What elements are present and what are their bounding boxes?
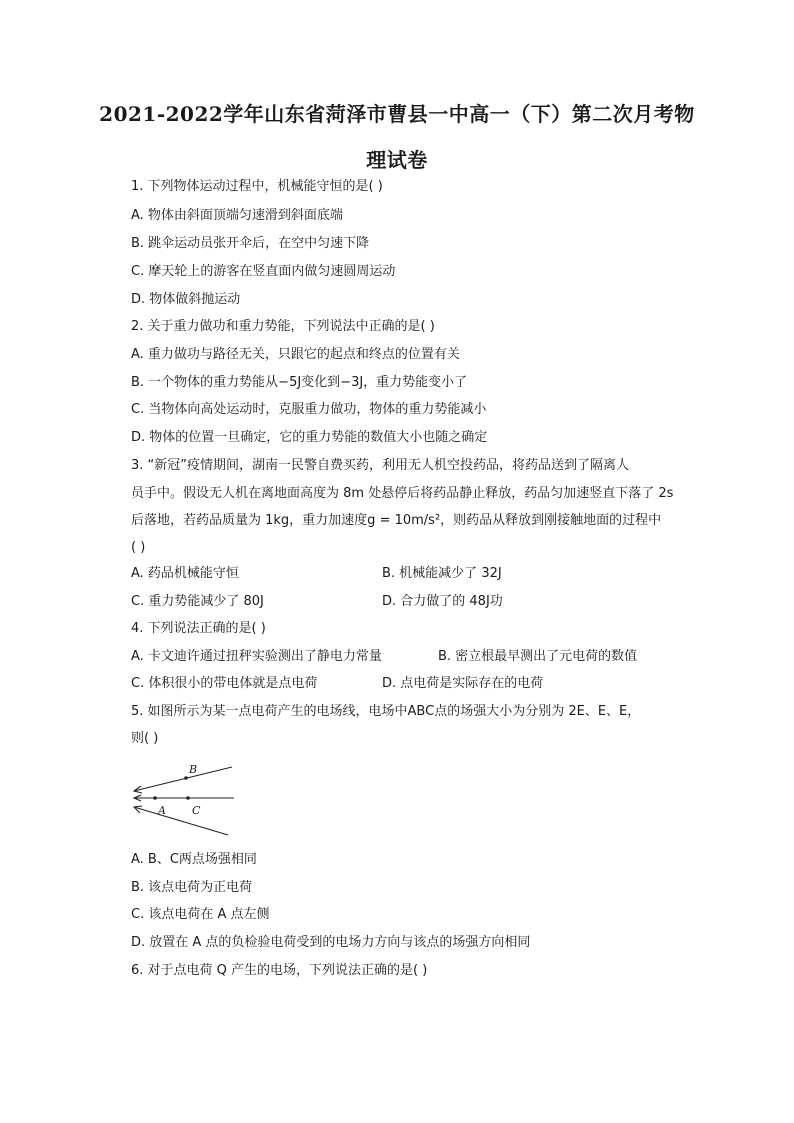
question-3-option-c: C. 重力势能减少了 80J (131, 594, 264, 609)
question-3-option-b: B. 机械能减少了 32J (382, 566, 502, 581)
question-1-option-a: A. 物体由斜面顶端匀速滑到斜面底端 (131, 208, 343, 223)
question-4-option-c: C. 体积很小的带电体就是点电荷 (131, 676, 318, 691)
question-2-option-c: C. 当物体向高处运动时，克服重力做功，物体的重力势能减小 (131, 402, 487, 417)
question-2-option-a: A. 重力做功与路径无关，只跟它的起点和终点的位置有关 (131, 347, 460, 362)
exam-title: 2021-2022学年山东省菏泽市曹县一中高一（下）第二次月考物 (99, 102, 695, 126)
question-4-option-a: A. 卡文迪许通过扭秤实验测出了静电力常量 (131, 649, 382, 664)
question-1-option-d: D. 物体做斜抛运动 (131, 292, 241, 307)
point-a-dot (153, 796, 157, 800)
point-c-label: C (192, 804, 201, 817)
question-3-stem-line-3: 后落地，若药品质量为 1kg，重力加速度g = 10m/s²，则药品从释放到刚接触地面的过程中 (131, 513, 662, 528)
point-a-label: A (158, 804, 166, 817)
point-b-dot (184, 776, 188, 780)
question-3-option-d: D. 合力做了的 48J功 (382, 594, 503, 609)
question-5-option-d: D. 放置在 A 点的负检验电荷受到的电场力方向与该点的场强方向相同 (131, 935, 531, 950)
electric-field-lines-diagram (128, 760, 238, 838)
question-3-stem-line-1: 3. “新冠”疫情期间，湖南一民警自费买药，利用无人机空投药品，将药品送到了隔离人 (131, 458, 630, 473)
question-5-stem-line-1: 5. 如图所示为某一点电荷产生的电场线，电场中ABC点的场强大小为分别为 2E、E、E， (131, 704, 641, 719)
question-2-stem: 2. 关于重力做功和重力势能，下列说法中正确的是( ) (131, 319, 435, 334)
field-line-lower (134, 807, 228, 835)
question-2-option-d: D. 物体的位置一旦确定，它的重力势能的数值大小也随之确定 (131, 430, 488, 445)
question-1-stem: 1. 下列物体运动过程中，机械能守恒的是( ) (131, 179, 383, 194)
question-6-stem: 6. 对于点电荷 Q 产生的电场，下列说法正确的是( ) (131, 963, 428, 978)
question-1-option-c: C. 摩天轮上的游客在竖直面内做匀速圆周运动 (131, 264, 396, 279)
question-4-option-b: B. 密立根最早测出了元电荷的数值 (438, 649, 638, 664)
question-3-option-a: A. 药品机械能守恒 (131, 566, 239, 581)
question-4-option-d: D. 点电荷是实际存在的电荷 (382, 676, 544, 691)
question-4-stem: 4. 下列说法正确的是( ) (131, 621, 266, 636)
point-b-label: B (189, 763, 198, 776)
question-2-option-b: B. 一个物体的重力势能从−5J变化到−3J，重力势能变小了 (131, 375, 468, 390)
question-1-option-b: B. 跳伞运动员张开伞后，在空中匀速下降 (131, 236, 370, 251)
question-5-option-c: C. 该点电荷在 A 点左侧 (131, 907, 270, 922)
point-c-dot (186, 796, 190, 800)
question-3-stem-line-2: 员手中。假设无人机在离地面高度为 8m 处悬停后将药品静止释放，药品匀加速竖直下落了 2s (131, 486, 674, 501)
exam-title-continued: 理试卷 (366, 148, 428, 172)
question-5-stem-line-2: 则( ) (131, 731, 159, 746)
question-5-option-b: B. 该点电荷为正电荷 (131, 880, 253, 895)
question-5-option-a: A. B、C两点场强相同 (131, 852, 257, 867)
question-3-stem-line-4: ( ) (131, 540, 146, 555)
field-line-upper (134, 767, 232, 791)
